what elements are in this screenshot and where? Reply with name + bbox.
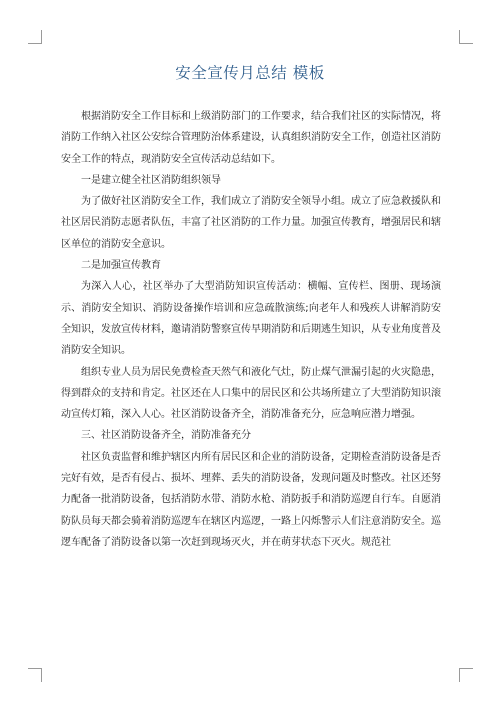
paragraph-4: 社区负责监督和维护辖区内所有居民区和企业的消防设备，定期检查消防设备是否完好有效，是否有侵占、损坏、埋葬、丢失的消防设备，发现问题及时整改。社区还努力配备一批消防设备，包括消防水带、消防水枪、消防扳手和消防巡逻自行车。自愿消防队员每天都会骑着消防巡逻车在辖区内巡逻，一路上闪烁警示人们注意消防安全。巡逻车配备了消防设备以第一次赶到现场灭火，并在萌芽状态下灭火。规范社 (61, 451, 441, 548)
document-title: 安全宣传月总结 模板 (175, 64, 325, 82)
paragraph-2: 为深入人心，社区举办了大型消防知识宣传活动：横幅、宣传栏、图册、现场演示、消防安全知识、消防设备操作培训和应急疏散演练;向老年人和残疾人讲解消防安全知识，发放宣传材料，邀请消防警察宣传早期消防和后期逃生知识，从专业角度普及消防安全知识。 (61, 281, 441, 357)
document-body (61, 106, 441, 553)
paragraph-1: 为了做好社区消防安全工作，我们成立了消防安全领导小组。成立了应急救援队和社区居民消防志愿者队伍，丰富了社区消防的工作力量。加强宣传教育，增强居民和辖区单位的消防安全意识。 (61, 196, 441, 250)
paragraph-intro: 根据消防安全工作目标和上级消防部门的工作要求，结合我们社区的实际情况，将消防工作纳入社区公安综合管理防治体系建设，认真组织消防安全工作，创造社区消防安全工作的特点，现消防安全宣传活动总结如下。 (61, 111, 441, 165)
crop-mark-top-left (28, 30, 42, 44)
section-heading-3: 三、社区消防设备齐全，消防准备充分 (81, 430, 251, 442)
crop-mark-top-right (459, 30, 473, 44)
paragraph-3: 组织专业人员为居民免费检查天然气和液化气灶，防止煤气泄漏引起的火灾隐患，得到群众的支持和肯定。社区还在人口集中的居民区和公共场所建立了大型消防知识滚动宣传灯箱，深入人心。社区消防设备齐全，消防准备充分，应急响应潜力增强。 (61, 366, 441, 421)
crop-mark-bottom-right (459, 668, 473, 682)
crop-mark-bottom-left (28, 668, 42, 682)
section-heading-1: 一是建立健全社区消防组织领导 (81, 174, 221, 186)
section-heading-2: 二是加强宣传教育 (81, 260, 161, 272)
